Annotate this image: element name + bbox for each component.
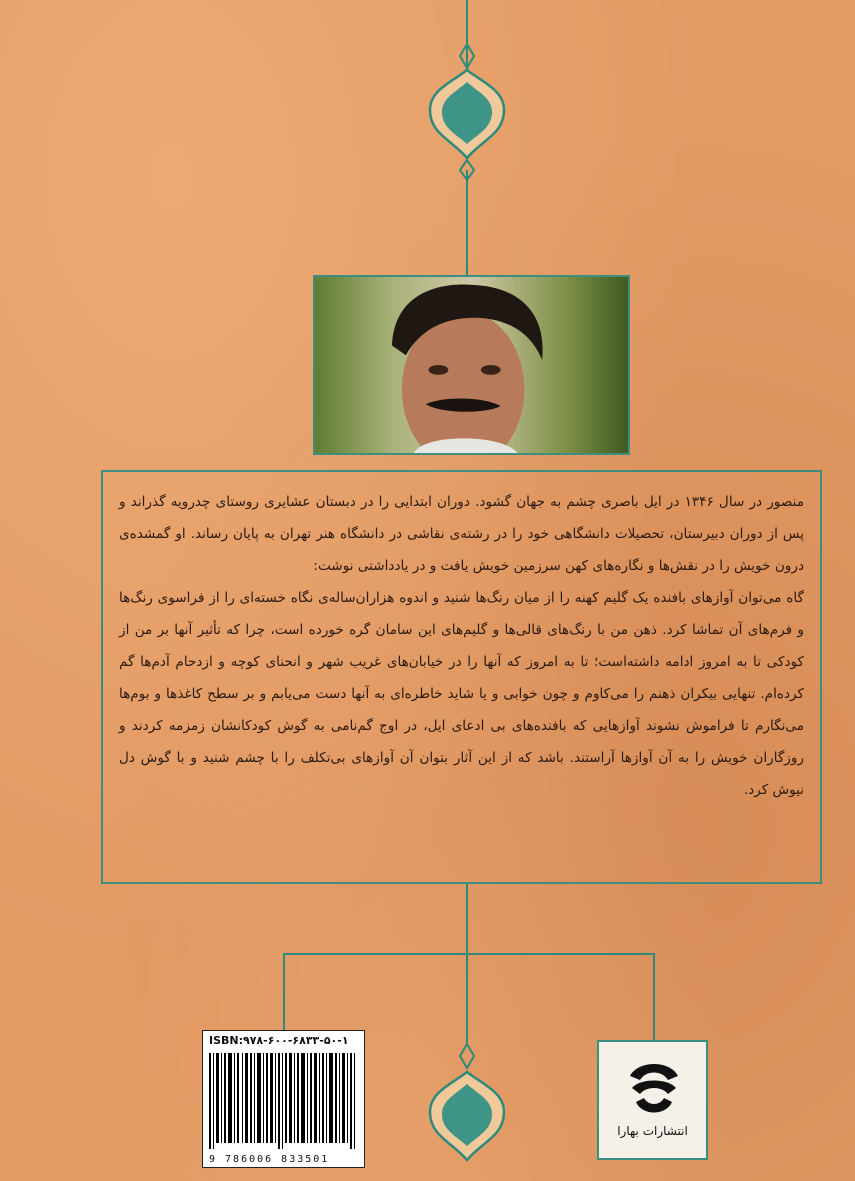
isbn-label: ISBN:۹۷۸-۶۰۰-۶۸۳۳-۵۰-۱: [209, 1034, 349, 1047]
branch-horizontal-line: [283, 953, 655, 955]
bio-paragraph-intro: منصور در سال ۱۳۴۶ در ایل باصری چشم به جهان گشود. دوران ابتدایی را در دبستان عشایری روستای چدرویه گذراند و پس از دوران دبیرستان، تحصیلات دانشگاهی خود را در رشته‌ی نقاشی در دانشگاه هنر تهران به پایان رساند. او گمشده‌ی درون خویش را در نقش‌ها و نگاره‌های کهن سرزمین خویش یافت و در یادداشتی نوشت:: [119, 494, 805, 574]
bottom-ornament-icon: [422, 1040, 512, 1181]
portrait-image: [315, 277, 628, 453]
publisher-name: انتشارات بهارا: [617, 1124, 688, 1138]
isbn-barcode: [202, 1030, 365, 1168]
author-portrait: [313, 275, 630, 455]
lower-connector-line: [466, 884, 468, 954]
top-ornament-icon: [422, 40, 512, 190]
barcode-digits: 9 786006 833501: [209, 1154, 330, 1165]
barcode-bars-icon: [209, 1053, 359, 1149]
bottom-center-line: [466, 953, 468, 1043]
bio-text-box: [101, 470, 822, 884]
publisher-logo-icon: [624, 1054, 684, 1120]
publisher-logo: [597, 1040, 708, 1160]
branch-left-line: [283, 953, 285, 1031]
bio-paragraph-quote: گاه می‌توان آوازهای بافنده یک گلیم کهنه را از میان رنگ‌ها شنید و اندوه هزاران‌ساله‌ی نگاه خسته‌ای را از فراسوی رنگ‌ها و فرم‌های آن تماشا کرد. ذهن من با رنگ‌های قالی‌ها و گلیم‌های این سامان گره خورده است، چرا که تأثیر آنها بر من از کودکی تا به امروز ادامه داشته‌است؛ تا به امروز که آنها را در خیابان‌های غریب شهر و انحنای کوچه و ازدحام آدم‌ها گم کرده‌ام. تنهایی بیکران ذهنم را می‌کاوم و چون خوابی و یا شاید خاطره‌ای به آنها دست می‌یابم و بر سطح کاغذها و بوم‌ها می‌نگارم تا فراموش نشوند آوازهایی که بافنده‌های بی ادعای ایل، در اوج گم‌نامی به گوش کودکانشان زمزمه کردند و روزگاران خویش را به آن آوازها آراستند. باشد که از این آثار بتوان آن آوازهای بی‌تکلف را با چشم شنید و با گوش دل نیوش کرد.: [119, 590, 804, 798]
branch-right-line: [653, 953, 655, 1041]
